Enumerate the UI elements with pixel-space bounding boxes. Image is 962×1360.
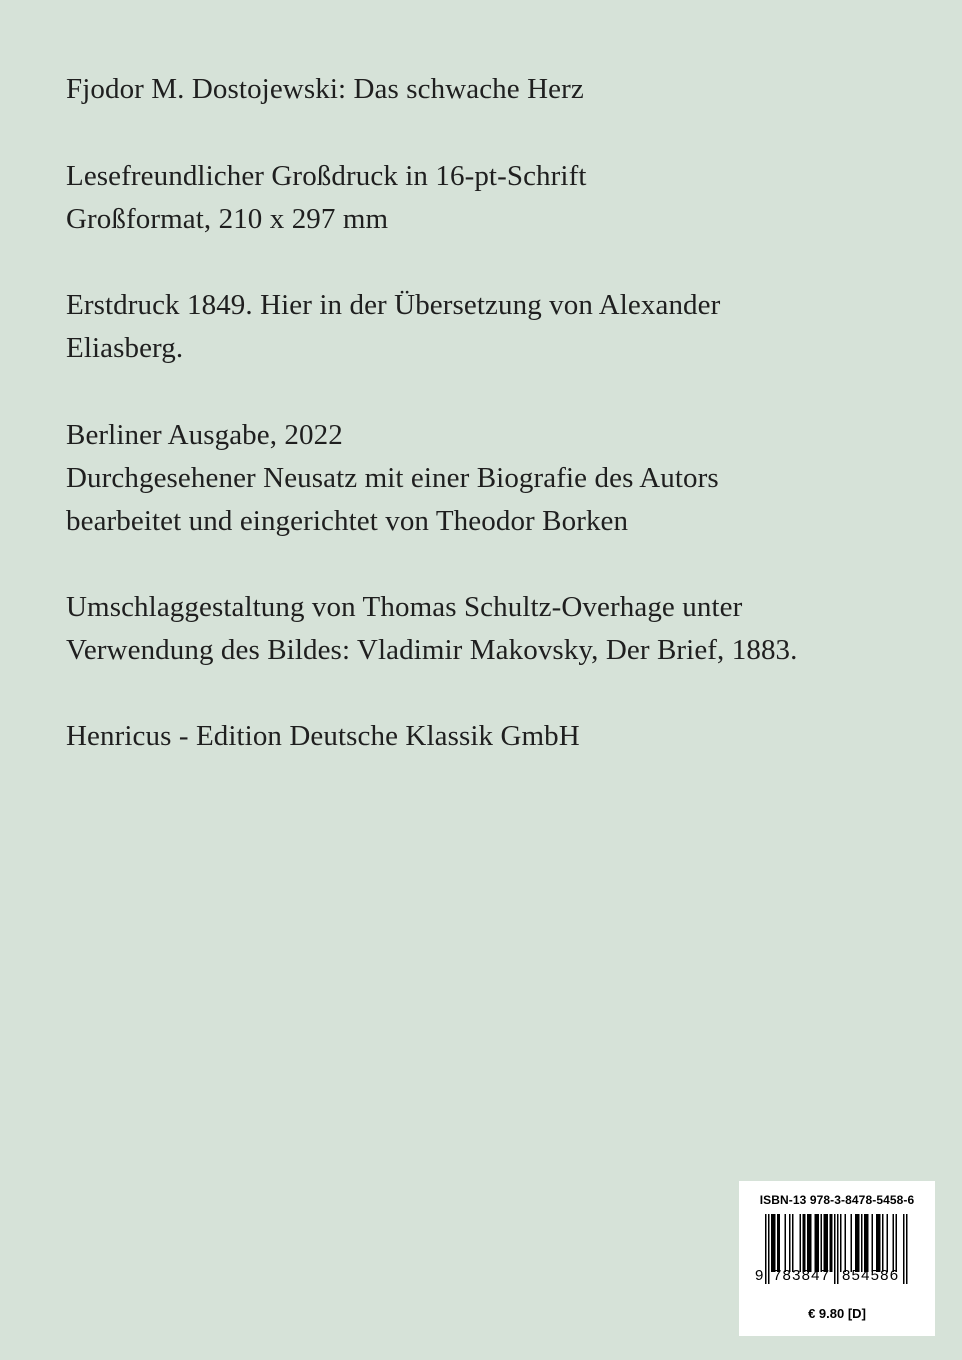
barcode-guard-bar [765,1214,767,1284]
barcode-bar [807,1214,809,1272]
barcode-bar [785,1214,787,1272]
barcode-bar [867,1214,869,1272]
barcode-bar [893,1214,895,1272]
first-print-line-1: Erstdruck 1849. Hier in der Übersetzung von Alexander [66,289,721,321]
cover-line-2: Verwendung des Bildes: Vladimir Makovsky, Der Brief, 1883. [66,634,798,666]
barcode-bar [845,1214,847,1272]
barcode-bar [815,1214,817,1272]
isbn-barcode-box [739,1181,935,1336]
barcode-bar [858,1214,860,1272]
format-line-2: Großformat, 210 x 297 mm [66,203,389,235]
barcode-bar [804,1214,806,1272]
format-block [66,155,926,241]
ean-left-group: 783847 [773,1267,831,1284]
barcode-bar [818,1214,820,1272]
barcode-bar [777,1214,779,1272]
barcode-bar [857,1214,859,1272]
barcode-bar [872,1214,874,1272]
publisher-line: Henricus - Edition Deutsche Klassik GmbH [66,720,580,752]
barcode-bar [896,1214,898,1272]
barcode-guard-bar [903,1214,905,1284]
isbn-label: ISBN-13 978-3-8478-5458-6 [759,1193,915,1207]
price-label: € 9.80 [D] [808,1306,866,1321]
barcode-bar [861,1214,863,1272]
barcode-bar [878,1214,880,1272]
edition-line-3: bearbeitet und eingerichtet von Theodor Borken [66,505,629,537]
barcode-bar [887,1214,889,1272]
barcode-bar [803,1214,805,1272]
barcode-bar [773,1214,775,1272]
barcode-bar [851,1214,853,1272]
ean-first-digit: 9 [755,1267,764,1284]
barcode-bar [821,1214,823,1272]
barcode-bar [774,1214,776,1272]
barcode-bar [864,1214,866,1272]
barcode-guard-bar [834,1214,836,1284]
barcode-bar [879,1214,881,1272]
barcode-guard-bar [837,1214,839,1284]
barcode-bar [825,1214,827,1272]
barcode-bar [824,1214,826,1272]
barcode-bar [840,1214,842,1272]
barcode-bar [866,1214,868,1272]
barcode-bar [830,1214,832,1272]
barcode-bar [816,1214,818,1272]
barcode-bar [831,1214,833,1272]
publisher-block [66,715,926,758]
edition-line-1: Berliner Ausgabe, 2022 [66,419,343,451]
title-block [66,68,926,111]
barcode-guard-bar [906,1214,908,1284]
cover-line-1: Umschlaggestaltung von Thomas Schultz-Overhage unter [66,591,743,623]
title-line: Fjodor M. Dostojewski: Das schwache Herz [66,73,584,105]
barcode-bar [810,1214,812,1272]
barcode-bar [876,1214,878,1272]
barcode-bar [800,1214,802,1272]
barcode-guard-bar [768,1214,770,1284]
barcode-bar [882,1214,884,1272]
cover-design-block [66,586,926,672]
barcode-bar [779,1214,781,1272]
edition-line-2: Durchgesehener Neusatz mit einer Biografie des Autors [66,462,719,494]
edition-block [66,414,926,543]
barcode-bar [809,1214,811,1272]
barcode-bar [771,1214,773,1272]
format-line-1: Lesefreundlicher Großdruck in 16-pt-Schrift [66,160,587,192]
ean-right-group: 854586 [842,1267,900,1284]
first-print-line-2: Eliasberg. [66,332,184,364]
barcode-bar [789,1214,791,1272]
barcode-bar [855,1214,857,1272]
barcode-bar [792,1214,794,1272]
first-print-block [66,284,926,370]
barcode-bar [827,1214,829,1272]
